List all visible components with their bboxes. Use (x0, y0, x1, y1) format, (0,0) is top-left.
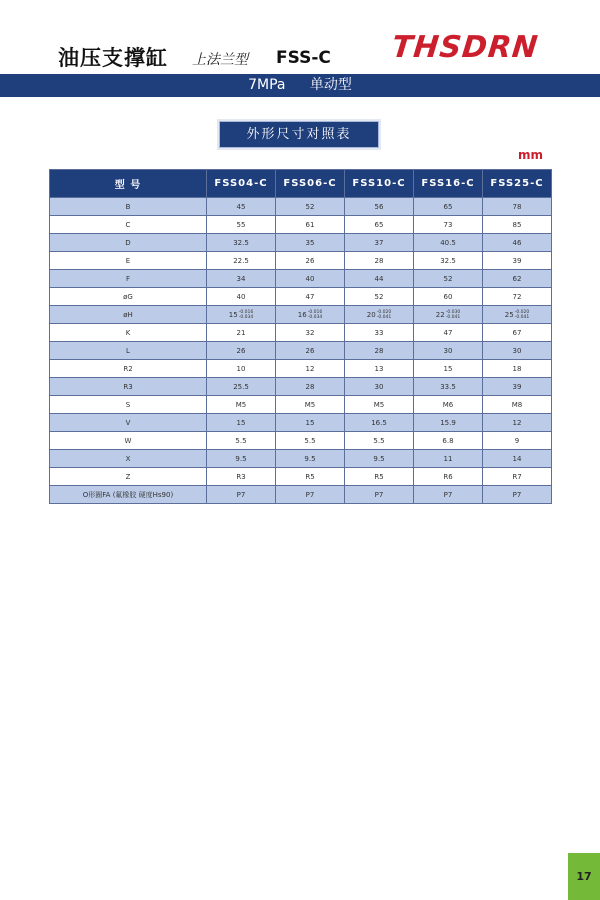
table-row (50, 306, 552, 324)
cell-value: 25 (504, 310, 514, 319)
cell-value: M5 (373, 400, 385, 409)
table-cell (276, 486, 345, 504)
table-row (50, 216, 552, 234)
cell-value: 73 (443, 220, 453, 229)
cell-value: 52 (374, 292, 384, 301)
table-cell (483, 360, 552, 378)
table-cell (483, 324, 552, 342)
table-row (50, 414, 552, 432)
cell-value: 6.8 (442, 436, 454, 445)
table-cell (414, 270, 483, 288)
cell-value: 34 (236, 274, 246, 283)
page-title: 油压支撑缸 (58, 46, 168, 70)
table-cell (414, 306, 483, 324)
table-cell (483, 432, 552, 450)
cell-value: 65 (443, 202, 453, 211)
cell-value: 72 (512, 292, 522, 301)
cell-value: 28 (374, 256, 384, 265)
cell-value: 30 (374, 382, 384, 391)
tolerance-upper: -0.020 (376, 309, 392, 315)
table-row (50, 198, 552, 216)
table-cell (345, 234, 414, 252)
table-cell (345, 360, 414, 378)
tolerance-upper: -0.030 (445, 309, 461, 315)
table-cell (414, 432, 483, 450)
table-cell (276, 288, 345, 306)
table-row (50, 270, 552, 288)
cell-value: 28 (374, 346, 384, 355)
table-cell (345, 450, 414, 468)
tolerance-lower: -0.034 (307, 314, 323, 320)
cell-value: 61 (305, 220, 315, 229)
table-cell (483, 288, 552, 306)
table-cell (414, 324, 483, 342)
table-cell (414, 288, 483, 306)
cell-value: 20 (366, 310, 376, 319)
table-cell (483, 252, 552, 270)
header-band (0, 74, 600, 97)
cell-value: 26 (236, 346, 246, 355)
table-cell (414, 486, 483, 504)
cell-value: 40.5 (440, 238, 456, 247)
table-cell (207, 396, 276, 414)
table-cell (414, 396, 483, 414)
cell-value: 26 (305, 256, 315, 265)
table-cell (345, 486, 414, 504)
cell-value: M6 (442, 400, 454, 409)
tolerance-upper: -0.016 (238, 309, 254, 315)
section-title-badge: 外形尺寸对照表 (219, 121, 379, 148)
header-cell-fss04-c: FSS04-C (207, 170, 276, 198)
table-cell (483, 450, 552, 468)
table-cell (345, 468, 414, 486)
row-label: L (50, 342, 207, 360)
cell-value: 33.5 (440, 382, 456, 391)
dimension-table (49, 169, 552, 504)
cell-value: 40 (305, 274, 315, 283)
table-row (50, 288, 552, 306)
action-label: 单动型 (309, 77, 352, 93)
cell-value: 39 (512, 256, 522, 265)
table-cell (414, 414, 483, 432)
cell-value: 78 (512, 202, 522, 211)
table-cell (345, 432, 414, 450)
cell-value: 5.5 (373, 436, 385, 445)
table-cell (483, 378, 552, 396)
header-cell-fss10-c: FSS10-C (345, 170, 414, 198)
table-cell (483, 270, 552, 288)
table-cell (414, 216, 483, 234)
table-cell (207, 342, 276, 360)
table-cell (414, 468, 483, 486)
cell-value: 25.5 (233, 382, 249, 391)
cell-value: 65 (374, 220, 384, 229)
cell-value: R5 (374, 472, 384, 481)
tolerance-lower: -0.041 (376, 314, 392, 320)
table-cell (207, 360, 276, 378)
table-cell (483, 216, 552, 234)
cell-value: 30 (512, 346, 522, 355)
cell-value: 16 (297, 310, 307, 319)
header-cell-model: 型 号 (50, 170, 207, 198)
row-label: øH (50, 306, 207, 324)
cell-value: 9.5 (373, 454, 385, 463)
table-body (50, 198, 552, 504)
cell-value: 39 (512, 382, 522, 391)
row-label: O形圈FA (氟橡胶 硬度Hs90) (50, 486, 207, 504)
cell-value: 55 (236, 220, 246, 229)
table-cell (276, 306, 345, 324)
cell-value: 22.5 (233, 256, 249, 265)
row-label: F (50, 270, 207, 288)
tolerance (446, 310, 461, 320)
tolerance-upper: -0.020 (514, 309, 530, 315)
row-label: B (50, 198, 207, 216)
table-cell (276, 396, 345, 414)
table-cell (345, 414, 414, 432)
row-label: S (50, 396, 207, 414)
table-cell (207, 432, 276, 450)
table-row (50, 396, 552, 414)
cell-value: 9 (514, 436, 520, 445)
cell-value: 62 (512, 274, 522, 283)
cell-value: P7 (374, 490, 384, 499)
table-cell (276, 252, 345, 270)
header-cell-fss16-c: FSS16-C (414, 170, 483, 198)
table-cell (276, 360, 345, 378)
cell-value: 15 (236, 418, 246, 427)
table-cell (276, 378, 345, 396)
band-text (0, 74, 600, 97)
table-cell (207, 324, 276, 342)
table-row (50, 450, 552, 468)
table-cell (414, 234, 483, 252)
table-cell (276, 324, 345, 342)
pressure-label: 7MPa (248, 77, 286, 93)
row-label: R3 (50, 378, 207, 396)
cell-value: P7 (236, 490, 246, 499)
table-cell (276, 342, 345, 360)
cell-value: 60 (443, 292, 453, 301)
row-label: øG (50, 288, 207, 306)
cell-value: 40 (236, 292, 246, 301)
cell-value: 21 (236, 328, 246, 337)
cell-value: 52 (305, 202, 315, 211)
unit-label: mm (518, 148, 544, 162)
table-cell (207, 288, 276, 306)
cell-value: 32.5 (233, 238, 249, 247)
table-cell (276, 414, 345, 432)
row-label: C (50, 216, 207, 234)
tolerance (377, 310, 392, 320)
table-cell (207, 270, 276, 288)
table-cell (207, 234, 276, 252)
table-cell (345, 324, 414, 342)
table-cell (207, 378, 276, 396)
cell-value: 47 (443, 328, 453, 337)
table-cell (414, 198, 483, 216)
header-cell-fss06-c: FSS06-C (276, 170, 345, 198)
cell-value: M5 (235, 400, 247, 409)
row-label: W (50, 432, 207, 450)
brand-logo: THSDRN (390, 30, 541, 65)
cell-value: 45 (236, 202, 246, 211)
cell-value: 32 (305, 328, 315, 337)
cell-value: 15 (228, 310, 238, 319)
cell-value: 37 (374, 238, 384, 247)
cell-value: M8 (511, 400, 523, 409)
cell-value: 5.5 (304, 436, 316, 445)
table-cell (207, 486, 276, 504)
cell-value: 26 (305, 346, 315, 355)
model-code: FSS-C (276, 48, 331, 68)
tolerance (308, 310, 323, 320)
row-label: E (50, 252, 207, 270)
table-row (50, 468, 552, 486)
table-row (50, 252, 552, 270)
page-subtitle: 上法兰型 (192, 52, 248, 68)
table-row (50, 378, 552, 396)
table-cell (276, 270, 345, 288)
cell-value: 44 (374, 274, 384, 283)
table-cell (276, 468, 345, 486)
cell-value: R7 (512, 472, 522, 481)
table-cell (345, 270, 414, 288)
tolerance-lower: -0.041 (445, 314, 461, 320)
cell-value: P7 (305, 490, 315, 499)
table-cell (345, 198, 414, 216)
table-cell (207, 198, 276, 216)
cell-value: 16.5 (371, 418, 387, 427)
table-cell (483, 468, 552, 486)
row-label: X (50, 450, 207, 468)
cell-value: 33 (374, 328, 384, 337)
cell-value: 14 (512, 454, 522, 463)
table-row (50, 324, 552, 342)
table-row (50, 486, 552, 504)
table-cell (207, 450, 276, 468)
tolerance (515, 310, 530, 320)
row-label: R2 (50, 360, 207, 378)
table-cell (483, 234, 552, 252)
table-cell (276, 450, 345, 468)
table-cell (207, 306, 276, 324)
cell-value: P7 (443, 490, 453, 499)
row-label: K (50, 324, 207, 342)
page-number-tab: 17 (568, 853, 600, 900)
cell-value: 46 (512, 238, 522, 247)
table-cell (345, 216, 414, 234)
tolerance-lower: -0.034 (238, 314, 254, 320)
cell-value: R6 (443, 472, 453, 481)
table-row (50, 432, 552, 450)
cell-value: R3 (236, 472, 246, 481)
cell-value: 15 (443, 364, 453, 373)
table-cell (345, 306, 414, 324)
cell-value: 52 (443, 274, 453, 283)
cell-value: 9.5 (235, 454, 247, 463)
table-cell (345, 288, 414, 306)
table-cell (345, 396, 414, 414)
table-row (50, 234, 552, 252)
cell-value: 12 (512, 418, 522, 427)
table-cell (414, 342, 483, 360)
cell-value: 28 (305, 382, 315, 391)
table-cell (414, 252, 483, 270)
table-cell (483, 486, 552, 504)
table-cell (483, 396, 552, 414)
cell-value: 67 (512, 328, 522, 337)
table-cell (483, 414, 552, 432)
table-cell (207, 468, 276, 486)
cell-value: 13 (374, 364, 384, 373)
cell-value: 85 (512, 220, 522, 229)
table-cell (207, 414, 276, 432)
table-row (50, 360, 552, 378)
cell-value: 5.5 (235, 436, 247, 445)
row-label: Z (50, 468, 207, 486)
cell-value: P7 (512, 490, 522, 499)
header-cell-fss25-c: FSS25-C (483, 170, 552, 198)
table-cell (207, 216, 276, 234)
table-cell (276, 432, 345, 450)
table-cell (276, 234, 345, 252)
cell-value: 35 (305, 238, 315, 247)
table-cell (345, 342, 414, 360)
tolerance-lower: -0.041 (514, 314, 530, 320)
cell-value: 12 (305, 364, 315, 373)
table-cell (207, 252, 276, 270)
table-cell (414, 450, 483, 468)
cell-value: 11 (443, 454, 453, 463)
cell-value: 18 (512, 364, 522, 373)
table-cell (276, 198, 345, 216)
cell-value: M5 (304, 400, 316, 409)
cell-value: 15 (305, 418, 315, 427)
tolerance-upper: -0.016 (307, 309, 323, 315)
tolerance (239, 310, 254, 320)
table-cell (483, 342, 552, 360)
table-cell (345, 378, 414, 396)
cell-value: R5 (305, 472, 315, 481)
table-cell (483, 198, 552, 216)
cell-value: 32.5 (440, 256, 456, 265)
table-header-row (50, 170, 552, 198)
table-cell (414, 378, 483, 396)
cell-value: 56 (374, 202, 384, 211)
row-label: V (50, 414, 207, 432)
cell-value: 47 (305, 292, 315, 301)
cell-value: 22 (435, 310, 445, 319)
cell-value: 30 (443, 346, 453, 355)
table-cell (345, 252, 414, 270)
cell-value: 10 (236, 364, 246, 373)
table-row (50, 342, 552, 360)
table-cell (414, 360, 483, 378)
table-cell (276, 216, 345, 234)
table-cell (483, 306, 552, 324)
cell-value: 9.5 (304, 454, 316, 463)
row-label: D (50, 234, 207, 252)
cell-value: 15.9 (440, 418, 456, 427)
